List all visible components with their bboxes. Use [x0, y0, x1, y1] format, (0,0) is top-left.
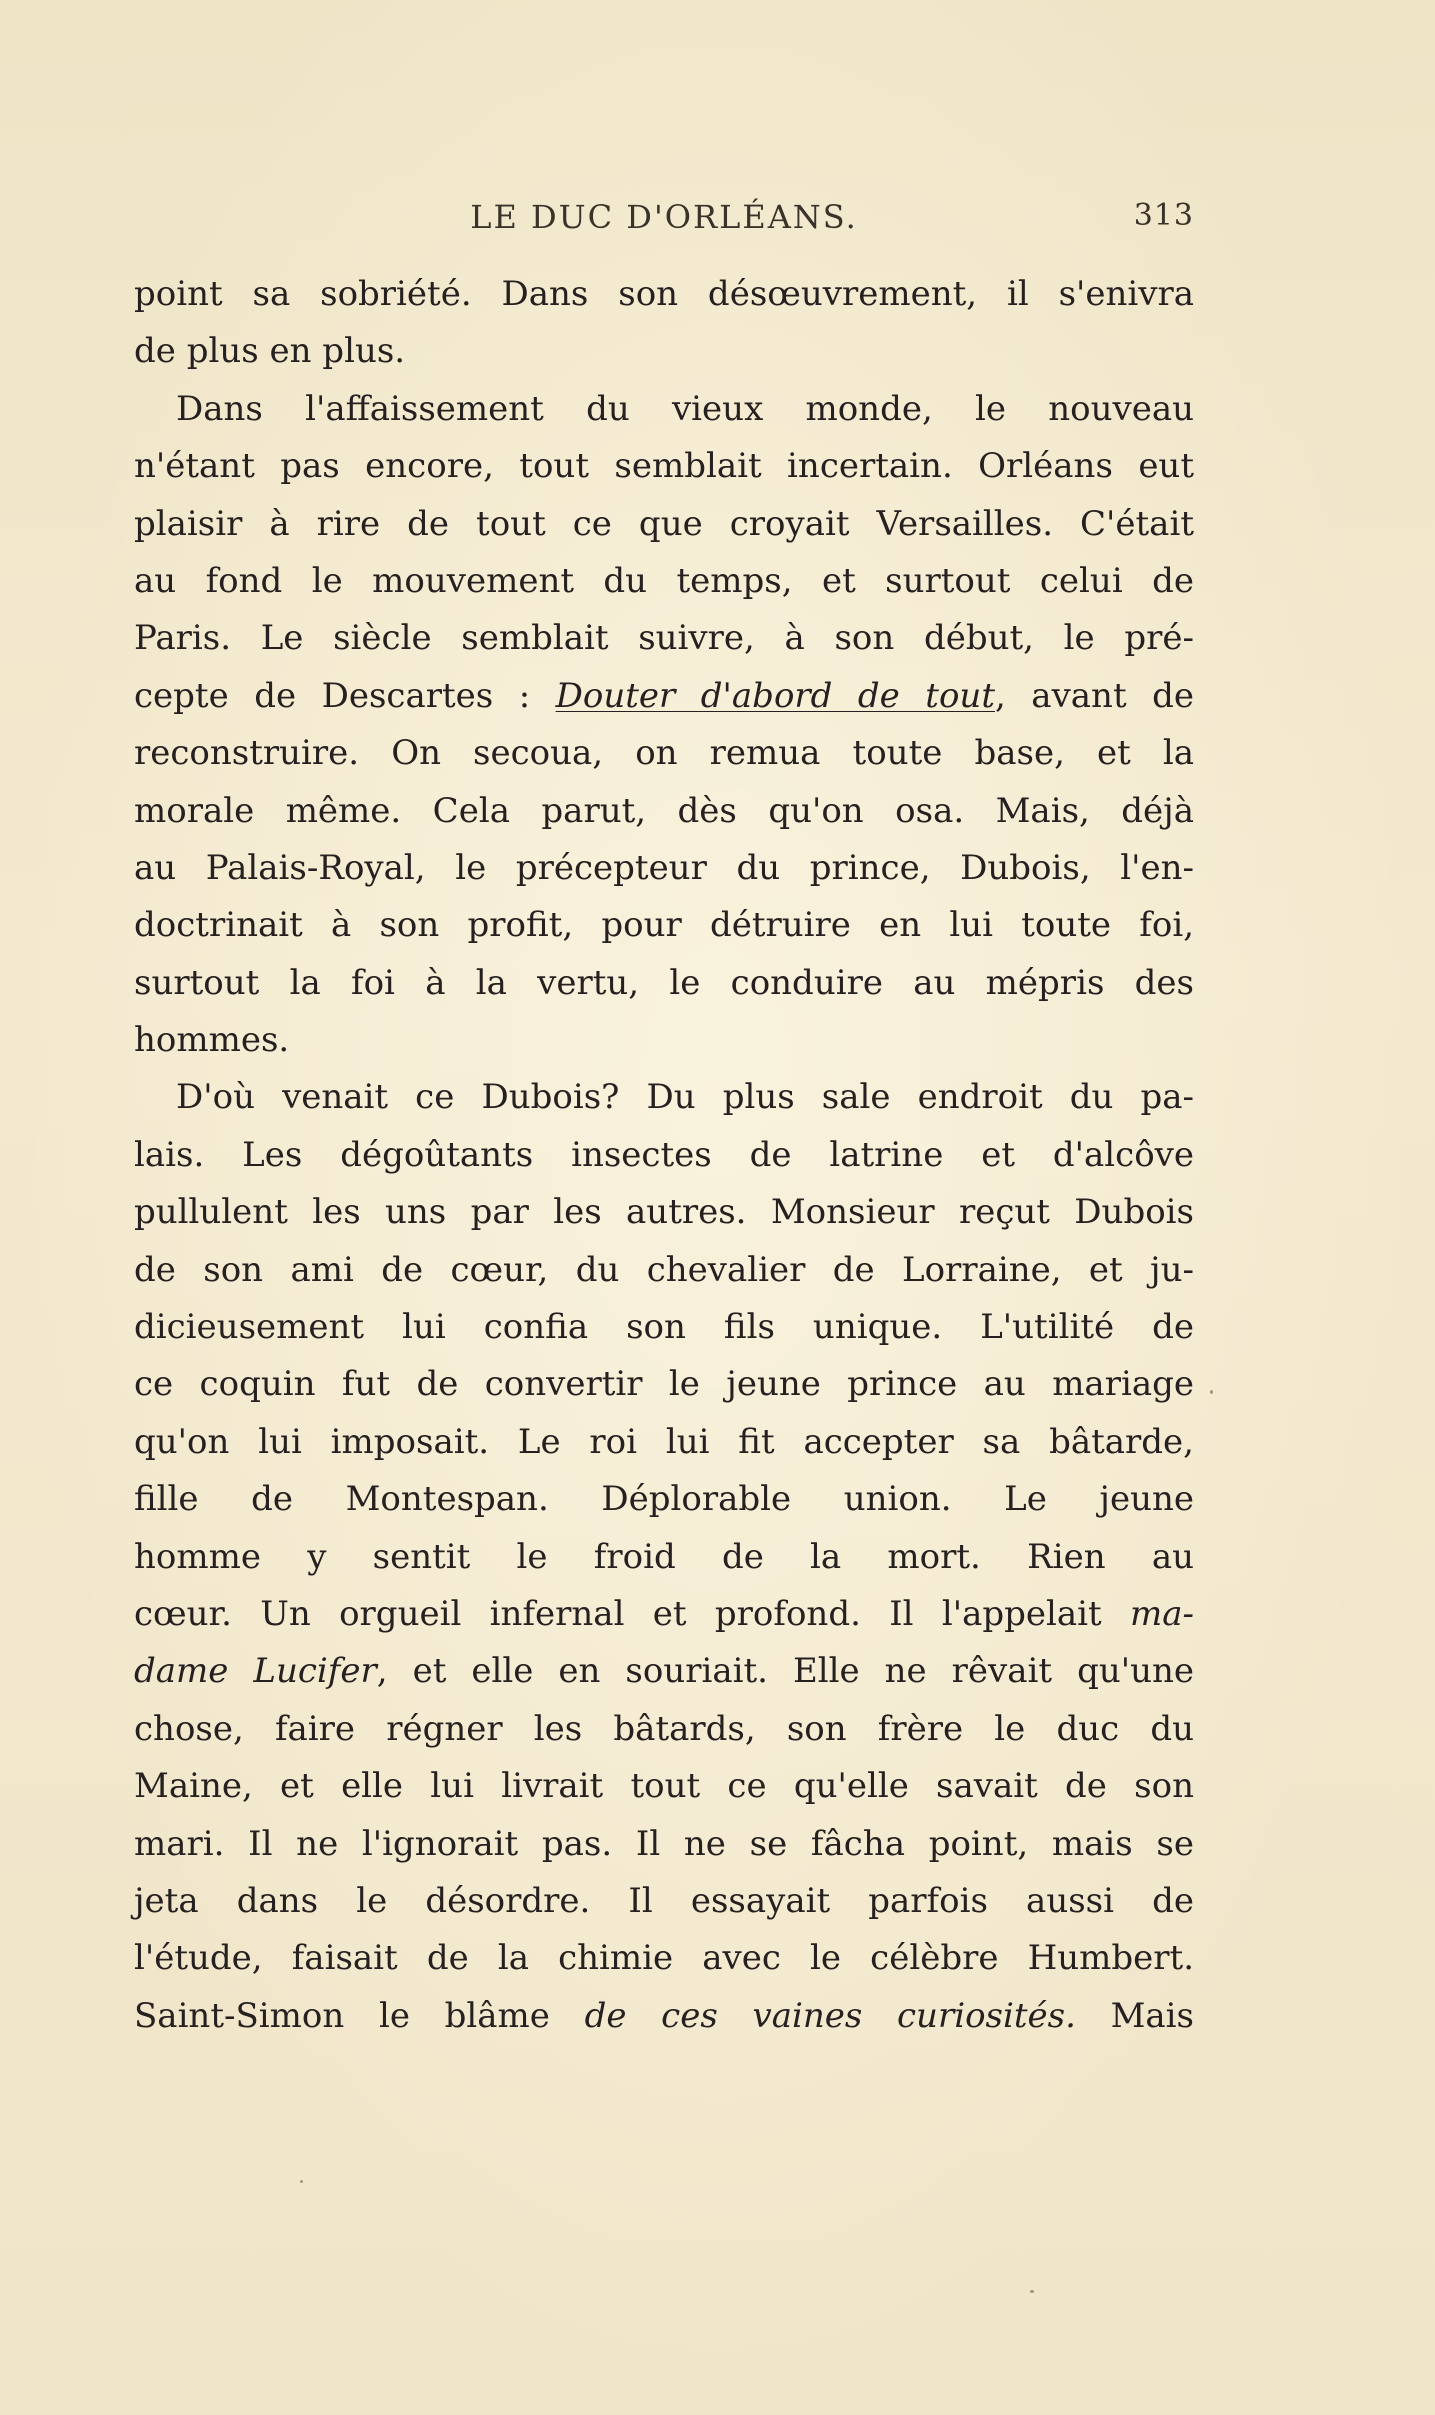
text-run: n'étant pas encore, tout semblait incertain. Orléans eut — [134, 446, 1194, 487]
text-line — [134, 1529, 1194, 1586]
text-line — [134, 610, 1194, 667]
text-line — [134, 1127, 1194, 1184]
text-run: qu'on lui imposait. Le roi lui fit accepter sa bâtarde, — [134, 1421, 1194, 1462]
text-line — [134, 1069, 1194, 1126]
text-run: , et elle en souriait. Elle ne rêvait qu'une — [376, 1651, 1195, 1692]
text-run: homme y sentit le froid de la mort. Rien au — [134, 1536, 1194, 1577]
text-run: au fond le mouvement du temps, et surtout celui de — [134, 560, 1194, 601]
text-line — [134, 1701, 1194, 1758]
text-run: plaisir à rire de tout ce que croyait Versailles. C'était — [134, 503, 1194, 544]
text-run: doctrinait à son profit, pour détruire en lui toute foi, — [134, 905, 1194, 946]
text-line — [134, 1643, 1194, 1700]
text-run: fille de Montespan. Déplorable union. Le jeune — [134, 1479, 1194, 1520]
text-run: reconstruire. On secoua, on remua toute base, et la — [134, 733, 1194, 774]
text-run: cepte de Descartes : — [134, 675, 556, 716]
text-run: cœur. Un orgueil infernal et profond. Il l'appelait — [134, 1593, 1130, 1634]
body-text — [134, 266, 1194, 2045]
text-line — [134, 1758, 1194, 1815]
text-line — [134, 553, 1194, 610]
text-line — [134, 381, 1194, 438]
running-title: LE DUC D'ORLÉANS. — [470, 198, 858, 236]
text-line — [134, 1414, 1194, 1471]
text-line — [134, 840, 1194, 897]
text-line — [134, 1930, 1194, 1987]
text-run: dicieusement lui confia son fils unique. L'utilité de — [134, 1307, 1194, 1348]
text-run: de plus en plus. — [134, 331, 406, 372]
text-line — [134, 1816, 1194, 1873]
text-run: D'où venait ce Dubois? Du plus sale endroit du pa- — [176, 1077, 1194, 1118]
emphasis-text: dame Lucifer — [134, 1651, 377, 1692]
text-run: l'étude, faisait de la chimie avec le célèbre Humbert. — [134, 1938, 1194, 1979]
text-line — [134, 1184, 1194, 1241]
emphasis-text: Douter d'abord de tout — [555, 675, 995, 716]
paper-speck — [1030, 2290, 1034, 2293]
text-line — [134, 668, 1194, 725]
paper-speck — [300, 2180, 303, 2183]
text-line — [134, 438, 1194, 495]
text-line — [134, 1586, 1194, 1643]
text-line — [134, 955, 1194, 1012]
text-run: morale même. Cela parut, dès qu'on osa. Mais, déjà — [134, 790, 1194, 831]
text-line — [134, 1873, 1194, 1930]
text-run: , avant de — [995, 675, 1194, 716]
text-run: surtout la foi à la vertu, le conduire au mépris des — [134, 962, 1194, 1003]
text-run: Mais — [1075, 1995, 1195, 2036]
text-line — [134, 1356, 1194, 1413]
text-line — [134, 496, 1194, 553]
text-run: Maine, et elle lui livrait tout ce qu'elle savait de son — [134, 1766, 1194, 1807]
text-run: Saint-Simon le blâme — [134, 1995, 585, 2036]
text-run: chose, faire régner les bâtards, son frère le duc du — [134, 1708, 1194, 1749]
text-line — [134, 1242, 1194, 1299]
text-line — [134, 266, 1194, 323]
text-run: de son ami de cœur, du chevalier de Lorraine, et ju- — [134, 1249, 1194, 1290]
text-run: mari. Il ne l'ignorait pas. Il ne se fâcha point, mais se — [134, 1823, 1194, 1864]
text-line — [134, 897, 1194, 954]
text-run: hommes. — [134, 1020, 290, 1061]
page-number: 313 — [1133, 198, 1194, 233]
text-run: pullulent les uns par les autres. Monsieur reçut Dubois — [134, 1192, 1194, 1233]
text-line — [134, 1012, 1194, 1069]
text-line — [134, 1299, 1194, 1356]
text-run: Paris. Le siècle semblait suivre, à son début, le pré- — [134, 618, 1194, 659]
emphasis-text: de ces vaines curiosités. — [584, 1995, 1076, 2036]
text-line — [134, 323, 1194, 380]
text-line — [134, 725, 1194, 782]
emphasis-text: ma- — [1130, 1593, 1194, 1634]
text-run: point sa sobriété. Dans son désœuvrement, il s'enivra — [134, 274, 1194, 314]
text-line — [134, 783, 1194, 840]
text-line — [134, 1988, 1194, 2045]
text-run: ce coquin fut de convertir le jeune prince au mariage — [134, 1364, 1194, 1405]
text-run: lais. Les dégoûtants insectes de latrine et d'alcôve — [134, 1134, 1194, 1175]
text-run: au Palais-Royal, le précepteur du prince, Dubois, l'en- — [134, 847, 1194, 888]
text-run: Dans l'affaissement du vieux monde, le nouveau — [176, 388, 1194, 429]
text-run: jeta dans le désordre. Il essayait parfois aussi de — [134, 1880, 1194, 1921]
paper-speck — [1210, 1390, 1213, 1394]
text-line — [134, 1471, 1194, 1528]
running-head — [134, 198, 1194, 248]
